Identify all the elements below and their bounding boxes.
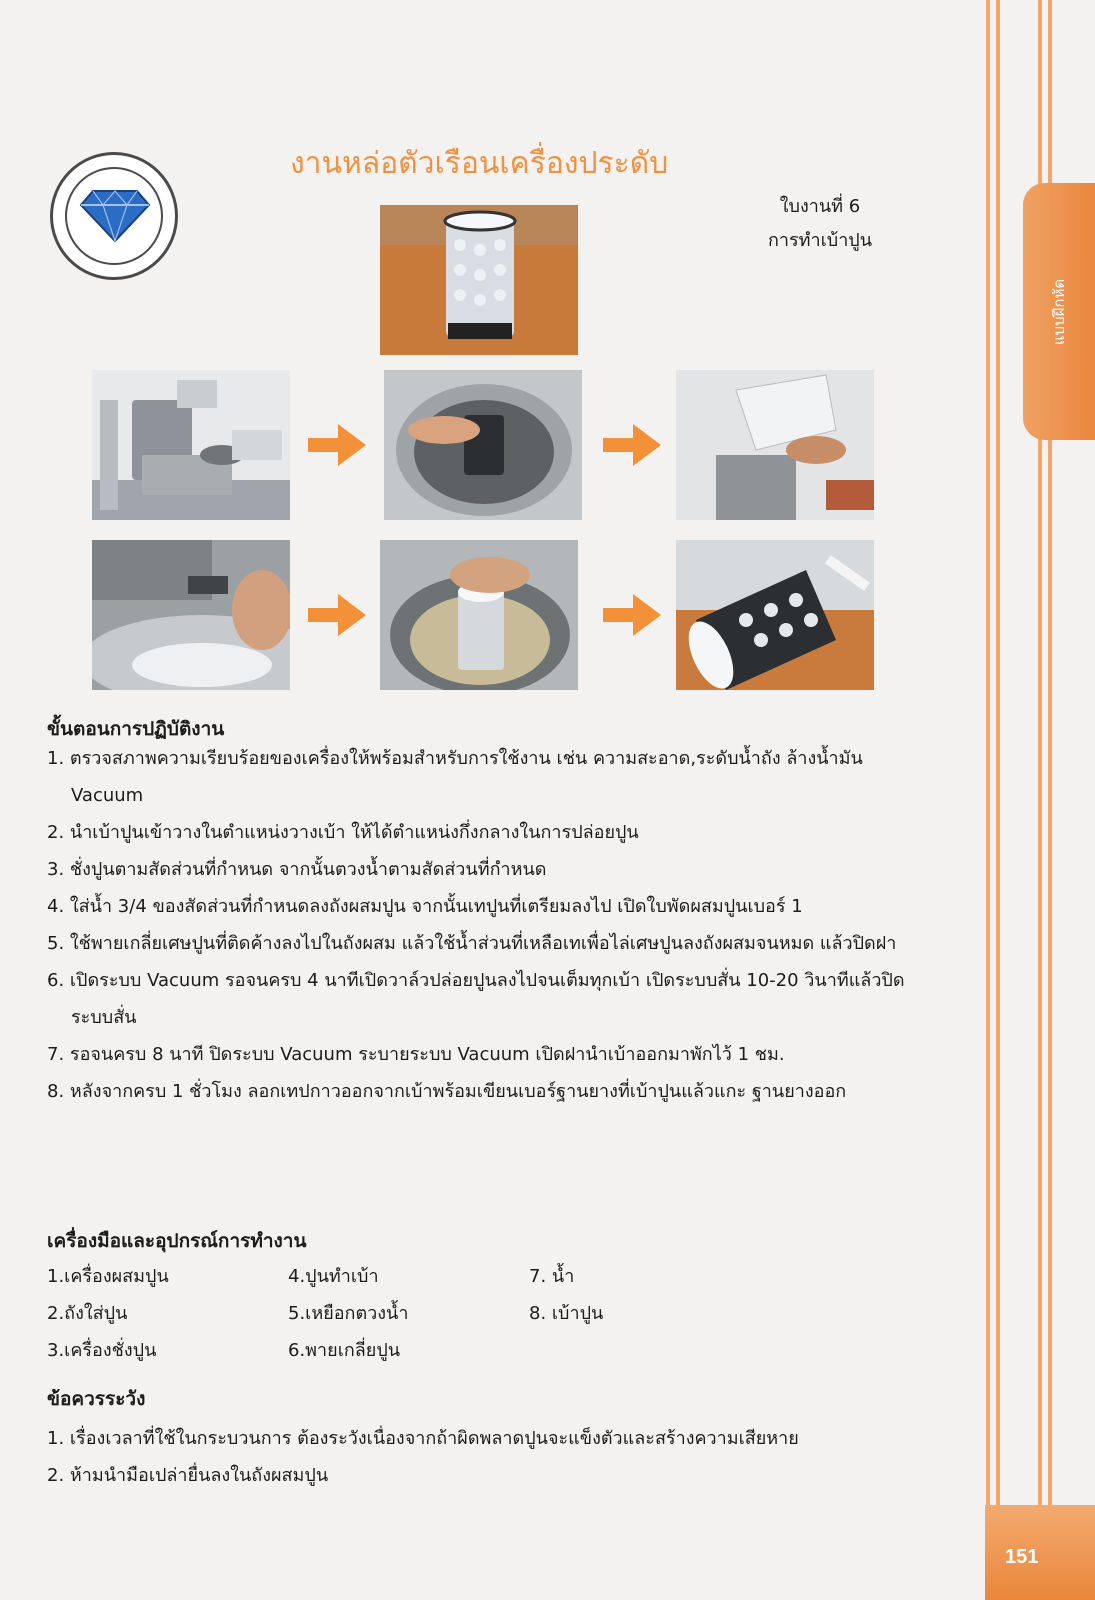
list-item: 3.เครื่องชั่งปูน <box>47 1340 157 1361</box>
list-item: 1. ตรวจสภาพความเรียบร้อยของเครื่องให้พร้อมสำหรับการใช้งาน เช่น ความสะอาด,ระดับน้ำถัง ล้างน้ำมัน Vacuum <box>47 748 863 806</box>
list-item: 2. ห้ามนำมือเปล่ายื่นลงในถังผสมปูน <box>47 1465 329 1486</box>
list-item: 2.ถังใส่ปูน <box>47 1303 128 1324</box>
diamond-icon <box>79 189 151 243</box>
cautions-heading: ข้อควรระวัง <box>47 1388 146 1410</box>
tools-heading: เครื่องมือและอุปกรณ์การทำงาน <box>47 1230 307 1252</box>
worksheet-label <box>720 190 920 258</box>
list-item: 4. ใส่น้ำ 3/4 ของสัดส่วนที่กำหนดลงถังผสมปูน จากนั้นเทปูนที่เตรียมลงไป เปิดใบพัดผสมปูนเบอร์ 1 <box>47 896 803 917</box>
list-item: 2. นำเบ้าปูนเข้าวางในตำแหน่งวางเบ้า ให้ได้ตำแหน่งกึ่งกลางในการปล่อยปูน <box>47 822 639 843</box>
institute-logo <box>50 152 178 280</box>
arrow-right-icon <box>308 592 366 638</box>
photo-removing-flask <box>380 540 578 690</box>
photo-releasing-valve <box>92 540 290 690</box>
procedure-heading: ขั้นตอนการปฏิบัติงาน <box>47 718 225 740</box>
worksheet-number: ใบงานที่ 6 <box>779 196 861 217</box>
list-item: 3. ชั่งปูนตามสัดส่วนที่กำหนด จากนั้นตวงน้ำตามสัดส่วนที่กำหนด <box>47 859 547 880</box>
tools-column <box>288 1258 408 1369</box>
photo-finished-flask <box>676 540 874 690</box>
arrow-right-icon <box>308 422 366 468</box>
list-item: 8. หลังจากครบ 1 ชั่วโมง ลอกเทปกาวออกจากเบ้าพร้อมเขียนเบอร์ฐานยางที่เบ้าปูนแล้วแกะ ฐานยางออก <box>47 1081 847 1102</box>
list-item: 1. เรื่องเวลาที่ใช้ในกระบวนการ ต้องระวังเนื่องจากถ้าผิดพลาดปูนจะแข็งตัวและสร้างความเสียหาย <box>47 1428 799 1449</box>
arrow-right-icon <box>603 422 661 468</box>
cautions-list <box>47 1420 799 1494</box>
list-item: 1.เครื่องผสมปูน <box>47 1266 169 1287</box>
list-item: 6. เปิดระบบ Vacuum รอจนครบ 4 นาทีเปิดวาล์วปล่อยปูนลงไปจนเต็มทุกเบ้า เปิดระบบสั่น 10-20 วินาทีแล้วปิดระบบสั่น <box>47 970 905 1028</box>
page-number-box <box>985 1505 1095 1600</box>
decor-rule <box>996 0 1000 1600</box>
list-item: 6.พายเกลี่ยปูน <box>288 1340 401 1361</box>
page-title: งานหล่อตัวเรือนเครื่องประดับ <box>290 146 669 181</box>
list-item: 4.ปูนทำเบ้า <box>288 1266 379 1287</box>
procedure-steps <box>47 740 927 1110</box>
photo-vacuum-machine <box>92 370 290 520</box>
photo-pouring-plaster <box>676 370 874 520</box>
tools-column <box>529 1258 603 1332</box>
list-item: 8. เบ้าปูน <box>529 1303 604 1324</box>
worksheet-title: การทำเบ้าปูน <box>767 230 873 251</box>
list-item: 5. ใช้พายเกลี่ยเศษปูนที่ติดค้างลงไปในถังผสม แล้วใช้น้ำส่วนที่เหลือเทเพื่อไล่เศษปูนลงถังผสมจนหมด แล้วปิดฝา <box>47 933 897 954</box>
photo-placing-flask <box>384 370 582 520</box>
arrow-right-icon <box>603 592 661 638</box>
list-item: 7. น้ำ <box>529 1266 575 1287</box>
tools-column <box>47 1258 169 1369</box>
section-side-tab <box>1023 183 1095 440</box>
photo-flask-prepared <box>380 205 578 355</box>
list-item: 7. รอจนครบ 8 นาที ปิดระบบ Vacuum ระบายระบบ Vacuum เปิดฝานำเบ้าออกมาพักไว้ 1 ชม. <box>47 1044 785 1065</box>
decor-rule <box>986 0 990 1600</box>
list-item: 5.เหยือกตวงน้ำ <box>288 1303 409 1324</box>
page-number: 151 <box>1005 1546 1039 1568</box>
side-tab-label: แบบฝึกหัด <box>1050 278 1068 345</box>
